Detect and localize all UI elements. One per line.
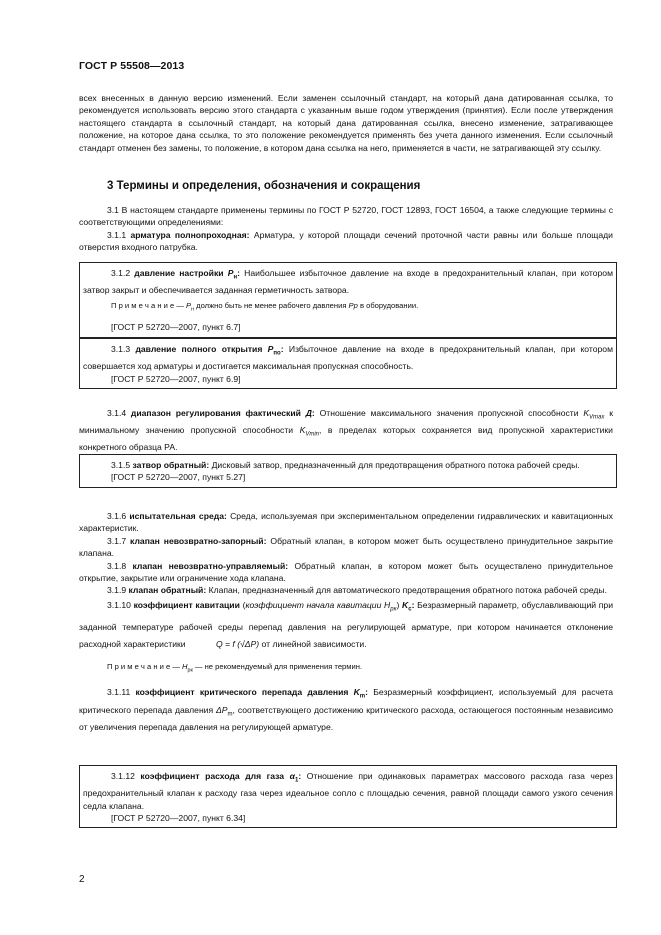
note-3-1-2: П р и м е ч а н и е — $Р_н$ должно быть не менее рабочего давления Рр в оборудовании. bbox=[111, 300, 419, 313]
term-3-1-10: 3.1.10 коэффициент кавитации (коэффициент начала кавитации $Н_{рк}$) $K_с$: Безразмерный параметр, обуславливающий при заданной температуре рабочей среды перепад давления на регулирующей арматуре, при котором начинается отклонение расходной характеристики Q = f (√ΔP) от линейной зависимости. bbox=[79, 597, 613, 653]
term-3-1-9: 3.1.9 клапан обратный: Клапан, предназначенный для автоматического предотвращения обратного потока рабочей среды. bbox=[107, 585, 607, 596]
reference-3-1-3: [ГОСТ Р 52720—2007, пункт 6.9] bbox=[111, 373, 241, 384]
term-3-1-1: 3.1.1 арматура полнопроходная: Арматура, у которой площади сечений проточной части равны или больше площади отверстия входного патрубка. bbox=[79, 229, 613, 253]
term-3-1-6: 3.1.6 испытательная среда: Среда, используемая при экспериментальном определении гидравлических и кавитационных характеристик. bbox=[79, 511, 613, 534]
clause-3-1-text: 3.1 В настоящем стандарте применены термины по ГОСТ Р 52720, ГОСТ 12893, ГОСТ 16504, а также следующие термины с соответствующими определениями: bbox=[79, 205, 613, 228]
term-3-1-2-box bbox=[79, 262, 617, 338]
page-number: 2 bbox=[79, 874, 85, 885]
reference-3-1-12: [ГОСТ Р 52720—2007, пункт 6.34] bbox=[111, 812, 246, 823]
term-3-1-7: 3.1.7 клапан невозвратно-запорный: Обратный клапан, в котором может быть осуществлено принудительное закрытие клапана. bbox=[79, 535, 613, 559]
document-header: ГОСТ Р 55508—2013 bbox=[79, 60, 185, 72]
intro-paragraph bbox=[79, 92, 613, 154]
clause-3-1 bbox=[79, 204, 613, 254]
term-3-1-12-box bbox=[79, 765, 617, 828]
term-3-1-5-box bbox=[79, 454, 617, 488]
term-3-1-12: 3.1.12 коэффициент расхода для газа $\alpha_1$: Отношение при одинаковых параметрах массового расхода газа через предохранительный клапан к расходу газа через идеальное сопло с площадью сечения, равной площади самого узкого сечения седла клапана. bbox=[83, 771, 614, 811]
terms-3-1-6-to-3-1-10 bbox=[79, 510, 613, 733]
term-3-1-4: 3.1.4 диапазон регулирования фактический Д: Отношение максимального значения пропускной способности $K_{Vmax}$ к минимальному значению пропускной способности $K_{Vmin}$, в пределах которых сохраняется вид пропускной характеристики конкретного образца РА. bbox=[79, 408, 613, 453]
note-3-1-10: П р и м е ч а н и е — $Н_{рк}$ — не рекомендуемый для применения термин. bbox=[107, 661, 363, 674]
term-3-1-8: 3.1.8 клапан невозвратно-управляемый: Обратный клапан, в котором может быть осуществлено принудительное открытие, закрытие или ограничение хода клапана. bbox=[79, 560, 613, 584]
term-label: арматура полнопроходная: bbox=[130, 229, 250, 240]
section-title: 3 Термины и определения, обозначения и сокращения bbox=[107, 180, 421, 192]
term-3-1-2: 3.1.2 давление настройки $P_н$: Наибольшее избыточное давление на входе в предохранительный клапан, при котором затвор закрыт и обеспечивается заданная герметичность затвора. bbox=[83, 268, 613, 296]
term-3-1-3: 3.1.3 давление полного открытия $P_{по}$: Избыточное давление на входе в предохранительный клапан, при котором совершается ход арматуры и достигается максимальная пропускная способность. bbox=[83, 344, 613, 372]
intro-text: всех внесенных в данную версию изменений. Если заменен ссылочный стандарт, на который дана датированная ссылка, то рекомендуется использовать версию этого стандарта с указанным выше годом утверждения (принятия). Если после утверждения настоящего стандарта в ссылочный стандарт, на который дана датированная ссылка, внесено изменение, затрагивающее положение, на которое дана ссылка, то это положение рекомендуется применять без учета данного изменения. Если ссылочный стандарт отменен без замены, то положение, в котором дана ссылка на него, применяется в части, не затрагивающей эту ссылку. bbox=[79, 93, 613, 153]
term-3-1-3-box bbox=[79, 338, 617, 389]
term-3-1-11: 3.1.11 коэффициент критического перепада давления $K_m$: Безразмерный коэффициент, используемый для расчета критического перепада давления $\Delta P_m$, соответствующего достижению критического расхода, остающегося постоянным независимо от увеличения перепада давления на регулирующей арматуре. bbox=[79, 687, 613, 732]
term-3-1-5: 3.1.5 затвор обратный: Дисковый затвор, предназначенный для предотвращения обратного потока рабочей среды. bbox=[111, 460, 580, 470]
flow-characteristic-formula: Q = f (√ΔP) bbox=[215, 638, 260, 649]
reference-3-1-5: [ГОСТ Р 52720—2007, пункт 5.27] bbox=[111, 472, 246, 483]
term-3-1-4-block bbox=[79, 407, 613, 454]
reference-3-1-2: [ГОСТ Р 52720—2007, пункт 6.7] bbox=[111, 322, 241, 333]
